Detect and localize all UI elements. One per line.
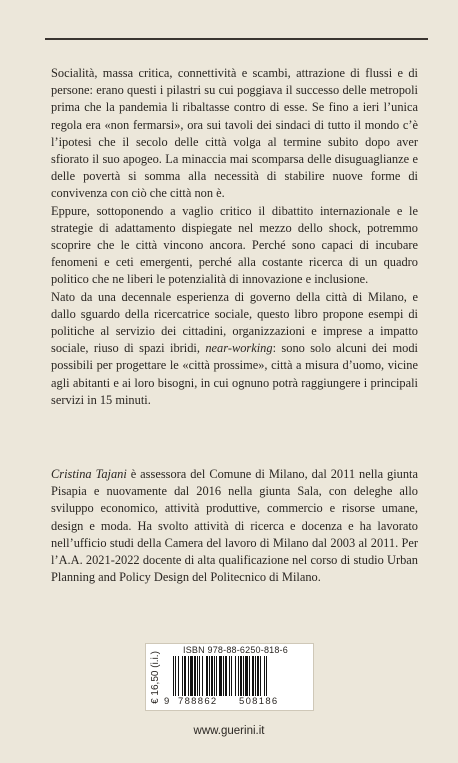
blurb-paragraph-3	[51, 289, 418, 409]
price-label	[148, 646, 162, 708]
barcode-bar	[206, 656, 208, 696]
price-text: € 16,50 (i.i.)	[149, 650, 161, 704]
barcode-bar	[260, 656, 261, 696]
barcode-bar	[199, 656, 200, 696]
barcode-bar	[209, 656, 210, 696]
barcode-bar	[173, 656, 174, 696]
barcode-bar	[202, 656, 203, 696]
barcode-bar	[178, 656, 179, 696]
barcode-bar	[223, 656, 224, 696]
barcode-bar	[214, 656, 215, 696]
barcode-bar	[243, 656, 244, 696]
barcode-bar	[182, 656, 183, 696]
barcode-digits	[164, 696, 309, 707]
barcode-bar	[216, 656, 217, 696]
barcode-bar	[188, 656, 189, 696]
barcode-bar	[245, 656, 248, 696]
author-bio	[51, 466, 418, 586]
author-bio-text: è assessora del Comune di Milano, dal 2011 nella giunta Pisapia e nuovamente dal 2016 nella giunta Sala, con deleghe allo sviluppo economico, attività produttive, commercio e risorse umane, design e moda. Ha svolto attività di ricerca e docenza e ha lavorato nell’ufficio studi della Camera del lavoro di Milano dal 2003 al 2011. Per l’A.A. 2021-2022 docente di alta qualificazione nel corso di studio Urban Planning and Policy Design del Politecnico di Milano.	[51, 467, 418, 585]
blurb-paragraph-1: Socialità, massa critica, connettività e scambi, attrazione di flussi e di persone: erano questi i pilastri su cui poggiava il successo delle metropoli prima che la pandemia li ribaltasse contro di esse. Se fino a ieri l’unica regola era «non fermarsi», ora sui tavoli dei sindaci di tutto il mondo c’è l’ipotesi che il secolo delle città volga al termine subito dopo aver sfiorato il suo apogeo. La minaccia mai scomparsa delle disuguaglianze e delle povertà si somma alla necessità di stabilire nuove forme di convivenza con ciò che città non è.	[51, 66, 418, 201]
barcode-digit-group-1: 788862	[178, 696, 218, 707]
isbn-text: ISBN 978-88-6250-818-6	[183, 645, 288, 655]
blurb-p3-end: : sono solo alcuni dei modi possibili per progettare le «città prossime», città a misura d’uomo, vicine agli abitanti e ai loro bisogni, in cui ognuno potrà raggiungere i principali servizi in 15 minuti.	[51, 341, 418, 407]
top-rule	[45, 38, 428, 40]
barcode-bar	[229, 656, 230, 696]
barcode-digit-group-2: 508186	[239, 696, 279, 707]
barcode-bar	[252, 656, 254, 696]
barcode-bar	[238, 656, 239, 696]
barcode-bar	[264, 656, 265, 696]
publisher-website: www.guerini.it	[193, 725, 265, 737]
barcode-bar	[175, 656, 176, 696]
barcode-bar	[231, 656, 232, 696]
blurb-paragraph-2: Eppure, sottoponendo a vaglio critico il dibattito internazionale e le strategie di adattamento dispiegate nel mezzo dello shock, potremmo scoprire che le città vincono ancora. Perché sono capaci di incubare fenomeni e ceti emergenti, perché alla costante ricerca di un quadro politico che ne liberi le potenzialità di innovazione e inclusione.	[51, 203, 418, 287]
barcode-bar	[219, 656, 222, 696]
barcode-bar	[211, 656, 213, 696]
blurb-p3-start: Nato da una decennale esperienza di governo della città di Milano, e dallo sguardo della ricercatrice sociale, questo libro propone esempi di politiche al servizio dei cittadini, organizzazioni e imprese a impatto sociale, riuso di spazi ibridi,	[51, 289, 418, 356]
author-bio-paragraph	[51, 466, 418, 586]
barcode-bar	[240, 656, 242, 696]
barcode-bar	[266, 656, 267, 696]
back-cover-blurb	[51, 65, 418, 409]
barcode-bar	[255, 656, 256, 696]
author-name: Cristina Tajani	[51, 467, 127, 481]
barcode-bar	[257, 656, 259, 696]
barcode-bar	[194, 656, 196, 696]
barcode-bar	[235, 656, 236, 696]
barcode-bar	[225, 656, 227, 696]
blurb-p3-italic: near-working	[205, 341, 273, 356]
barcode-bars	[172, 656, 304, 696]
barcode-bar	[190, 656, 193, 696]
barcode-digit-first: 9	[164, 696, 170, 707]
barcode-bar	[249, 656, 250, 696]
barcode-bar	[184, 656, 186, 696]
barcode-bar	[197, 656, 198, 696]
